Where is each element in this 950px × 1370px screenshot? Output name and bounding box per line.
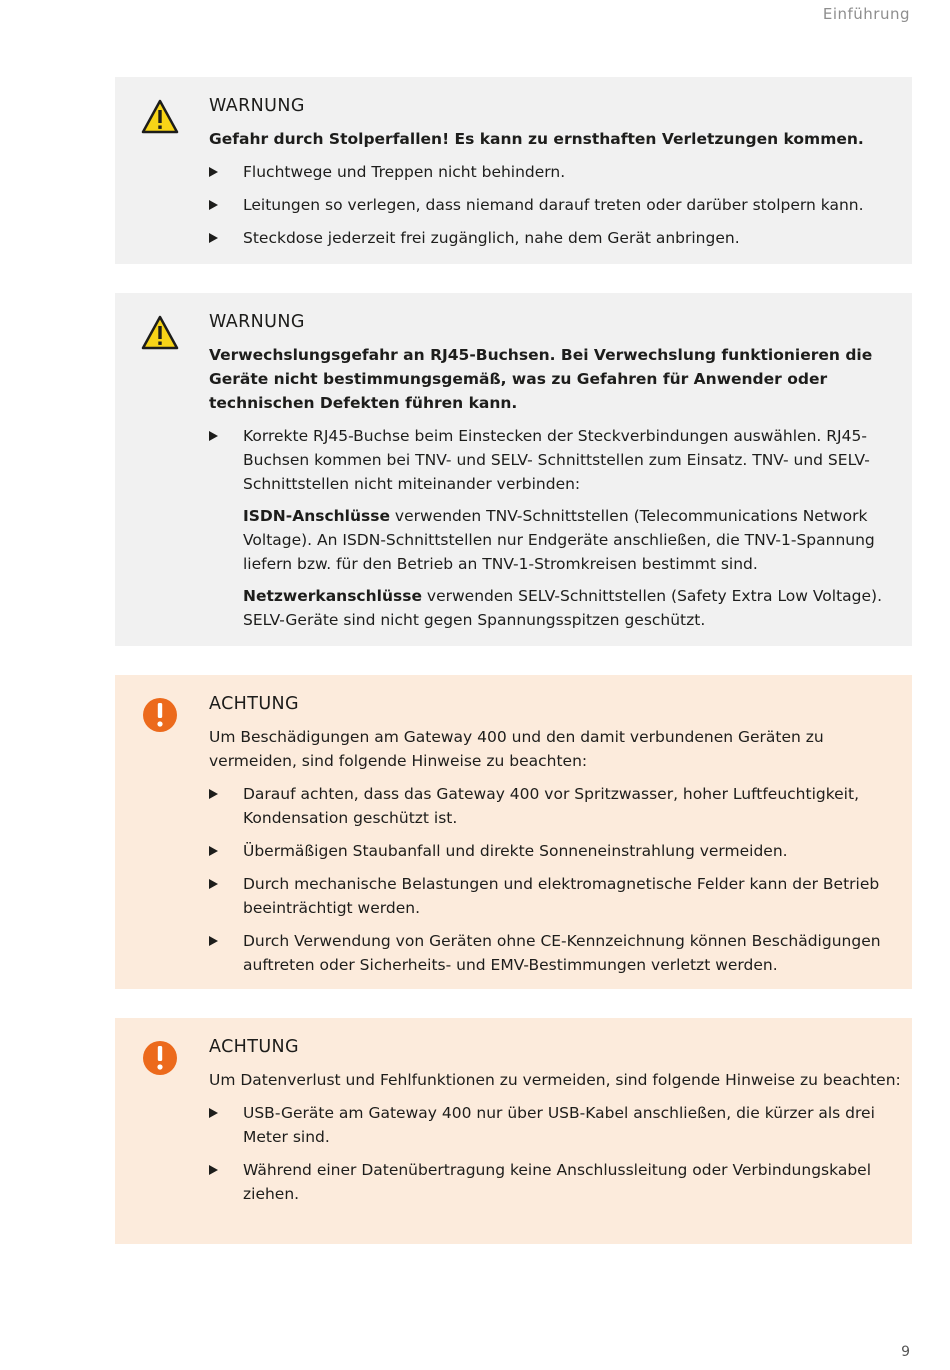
list-item: Leitungen so verlegen, dass niemand darauf treten oder darüber stolpern kann.	[209, 193, 904, 217]
list-item: Durch mechanische Belastungen und elektromagnetische Felder kann der Betrieb beeinträchtigt werden.	[209, 872, 904, 920]
page-number: 9	[901, 1344, 910, 1360]
box-lead: Um Datenverlust und Fehlfunktionen zu vermeiden, sind folgende Hinweise zu beachten:	[209, 1071, 901, 1089]
box-lead: Gefahr durch Stolperfallen! Es kann zu ernsthaften Verletzungen kommen.	[209, 130, 864, 148]
instruction-list	[209, 782, 904, 977]
list-item: USB-Geräte am Gateway 400 nur über USB-Kabel anschließen, die kürzer als drei Meter sind.	[209, 1101, 904, 1149]
network-paragraph: Netzwerkanschlüsse verwenden SELV-Schnittstellen (Safety Extra Low Voltage). SELV-Geräte sind nicht gegen Spannungsspitzen geschützt.	[243, 587, 883, 629]
exclamation-circle-icon	[140, 1038, 180, 1078]
warning-box-tripping	[115, 77, 912, 264]
list-item: Fluchtwege und Treppen nicht behindern.	[209, 160, 904, 184]
isdn-paragraph: ISDN-Anschlüsse verwenden TNV-Schnittstellen (Telecommunications Network Voltage). An ISDN-Schnittstellen nur Endgeräte anschließen, die TNV-1-Spannung liefern bzw. für den Betrieb an TNV-1-Stromkreisen bestimmt sind.	[243, 507, 875, 573]
bullet-triangle-icon	[209, 879, 218, 889]
instruction-list	[209, 160, 904, 250]
list-item: Korrekte RJ45-Buchse beim Einstecken der Steckverbindungen auswählen. RJ45-Buchsen kommen bei TNV- und SELV- Schnittstellen zum Einsatz. TNV- und SELV-Schnittstellen nicht miteinander verbinden:	[209, 424, 904, 496]
bullet-triangle-icon	[209, 846, 218, 856]
exclamation-circle-icon	[140, 695, 180, 735]
warning-triangle-icon	[140, 313, 180, 353]
list-item: Übermäßigen Staubanfall und direkte Sonneneinstrahlung vermeiden.	[209, 839, 904, 863]
box-lead: Verwechslungsgefahr an RJ45-Buchsen. Bei Verwechslung funktionieren die Geräte nicht bestimmungsgemäß, was zu Gefahren für Anwender oder technischen Defekten führen kann.	[209, 346, 873, 412]
bullet-triangle-icon	[209, 1165, 218, 1175]
box-title: WARNUNG	[209, 96, 305, 116]
bullet-triangle-icon	[209, 167, 218, 177]
bullet-triangle-icon	[209, 936, 218, 946]
box-lead: Um Beschädigungen am Gateway 400 und den damit verbundenen Geräten zu vermeiden, sind folgende Hinweise zu beachten:	[209, 728, 824, 770]
running-head: Einführung	[822, 5, 910, 23]
caution-box-damage	[115, 675, 912, 989]
bullet-triangle-icon	[209, 431, 218, 441]
warning-box-rj45	[115, 293, 912, 646]
caution-box-data-loss	[115, 1018, 912, 1244]
list-item: Während einer Datenübertragung keine Anschlussleitung oder Verbindungskabel ziehen.	[209, 1158, 904, 1206]
instruction-list	[209, 424, 904, 496]
term-isdn: ISDN-Anschlüsse	[243, 507, 390, 525]
box-title: WARNUNG	[209, 312, 305, 332]
bullet-triangle-icon	[209, 233, 218, 243]
list-item: Steckdose jederzeit frei zugänglich, nahe dem Gerät anbringen.	[209, 226, 904, 250]
instruction-list	[209, 1101, 904, 1206]
list-item: Darauf achten, dass das Gateway 400 vor Spritzwasser, hoher Luftfeuchtigkeit, Kondensation geschützt ist.	[209, 782, 904, 830]
bullet-triangle-icon	[209, 789, 218, 799]
box-title: ACHTUNG	[209, 694, 299, 714]
list-item: Durch Verwendung von Geräten ohne CE-Kennzeichnung können Beschädigungen auftreten oder Sicherheits- und EMV-Bestimmungen verletzt werden.	[209, 929, 904, 977]
bullet-triangle-icon	[209, 200, 218, 210]
bullet-triangle-icon	[209, 1108, 218, 1118]
box-title: ACHTUNG	[209, 1037, 299, 1057]
term-network: Netzwerkanschlüsse	[243, 587, 422, 605]
warning-triangle-icon	[140, 97, 180, 137]
